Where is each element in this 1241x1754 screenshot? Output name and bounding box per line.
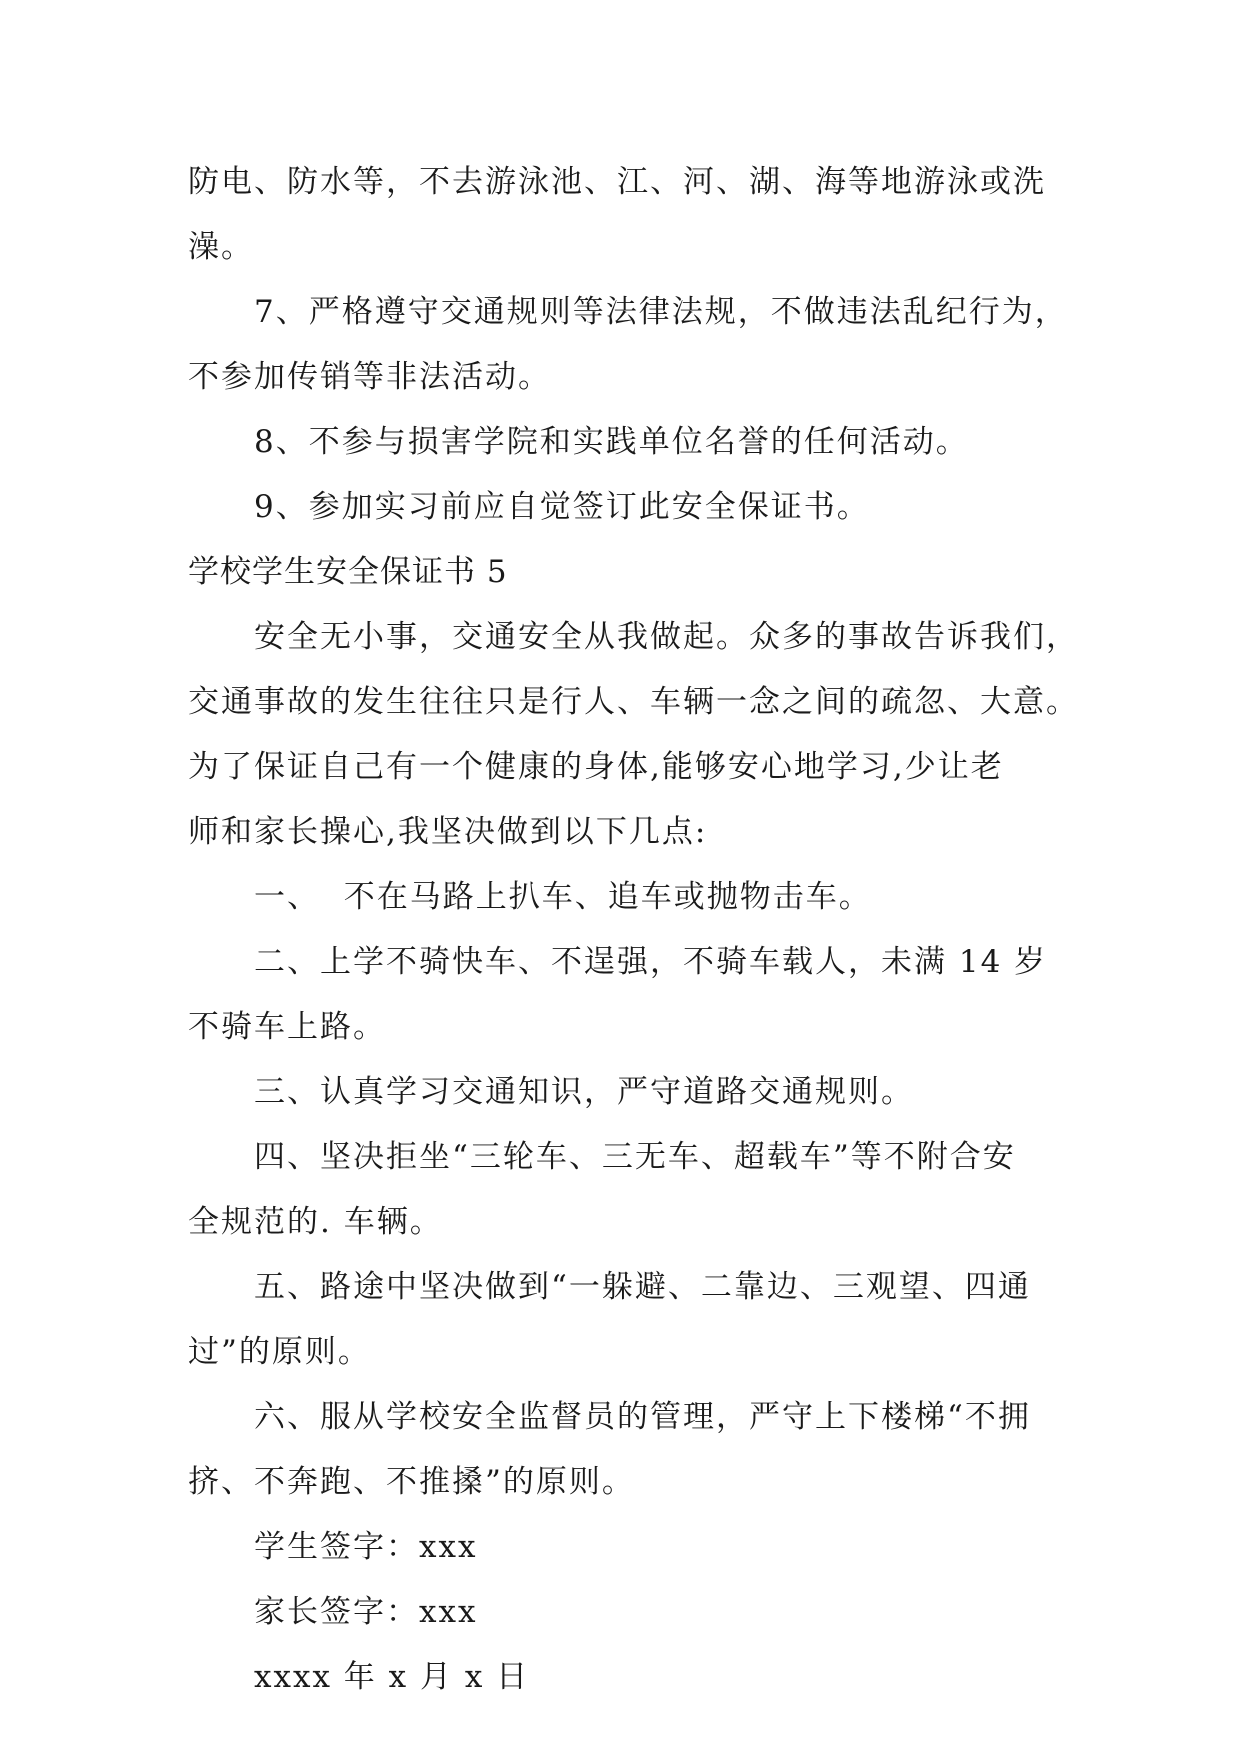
text-line: 全规范的. 车辆。 bbox=[188, 1204, 443, 1240]
text-line: 不骑车上路。 bbox=[188, 1009, 386, 1045]
list-item-9: 9、参加实习前应自觉签订此安全保证书。 bbox=[254, 489, 870, 525]
student-signature: 学生签字：xxx bbox=[254, 1529, 478, 1565]
text-line: 挤、不奔跑、不推搡”的原则。 bbox=[188, 1464, 635, 1500]
list-item-7: 7、严格遵守交通规则等法律法规，不做违法乱纪行为， bbox=[254, 294, 1068, 330]
rule-item-1: 一、 不在马路上扒车、追车或抛物击车。 bbox=[254, 879, 872, 915]
date-line: xxxx 年 x 月 x 日 bbox=[254, 1659, 530, 1695]
paragraph-line: 安全无小事，交通安全从我做起。众多的事故告诉我们， bbox=[254, 619, 1079, 655]
text-line: 不参加传销等非法活动。 bbox=[188, 359, 551, 395]
text-line: 过”的原则。 bbox=[188, 1334, 371, 1370]
section-heading: 学校学生安全保证书 5 bbox=[188, 554, 508, 590]
document-page bbox=[188, 150, 1079, 1710]
rule-item-3: 三、认真学习交通知识，严守道路交通规则。 bbox=[254, 1074, 914, 1110]
paragraph-line: 为了保证自己有一个健康的身体,能够安心地学习,少让老 bbox=[188, 749, 1004, 785]
paragraph-line: 师和家长操心,我坚决做到以下几点: bbox=[188, 814, 708, 850]
list-item-8: 8、不参与损害学院和实践单位名誉的任何活动。 bbox=[254, 424, 969, 460]
paragraph-line: 交通事故的发生往往只是行人、车辆一念之间的疏忽、大意。 bbox=[188, 684, 1079, 720]
parent-signature: 家长签字：xxx bbox=[254, 1594, 478, 1630]
rule-item-5: 五、路途中坚决做到“一躲避、二靠边、三观望、四通 bbox=[254, 1269, 1031, 1305]
rule-item-2: 二、上学不骑快车、不逞强，不骑车载人，未满 14 岁 bbox=[254, 944, 1048, 980]
rule-item-4: 四、坚决拒坐“三轮车、三无车、超载车”等不附合安 bbox=[254, 1139, 1016, 1175]
text-line: 防电、防水等，不去游泳池、江、河、湖、海等地游泳或洗 bbox=[188, 164, 1046, 200]
text-line: 澡。 bbox=[188, 229, 254, 265]
rule-item-6: 六、服从学校安全监督员的管理，严守上下楼梯“不拥 bbox=[254, 1399, 1031, 1435]
